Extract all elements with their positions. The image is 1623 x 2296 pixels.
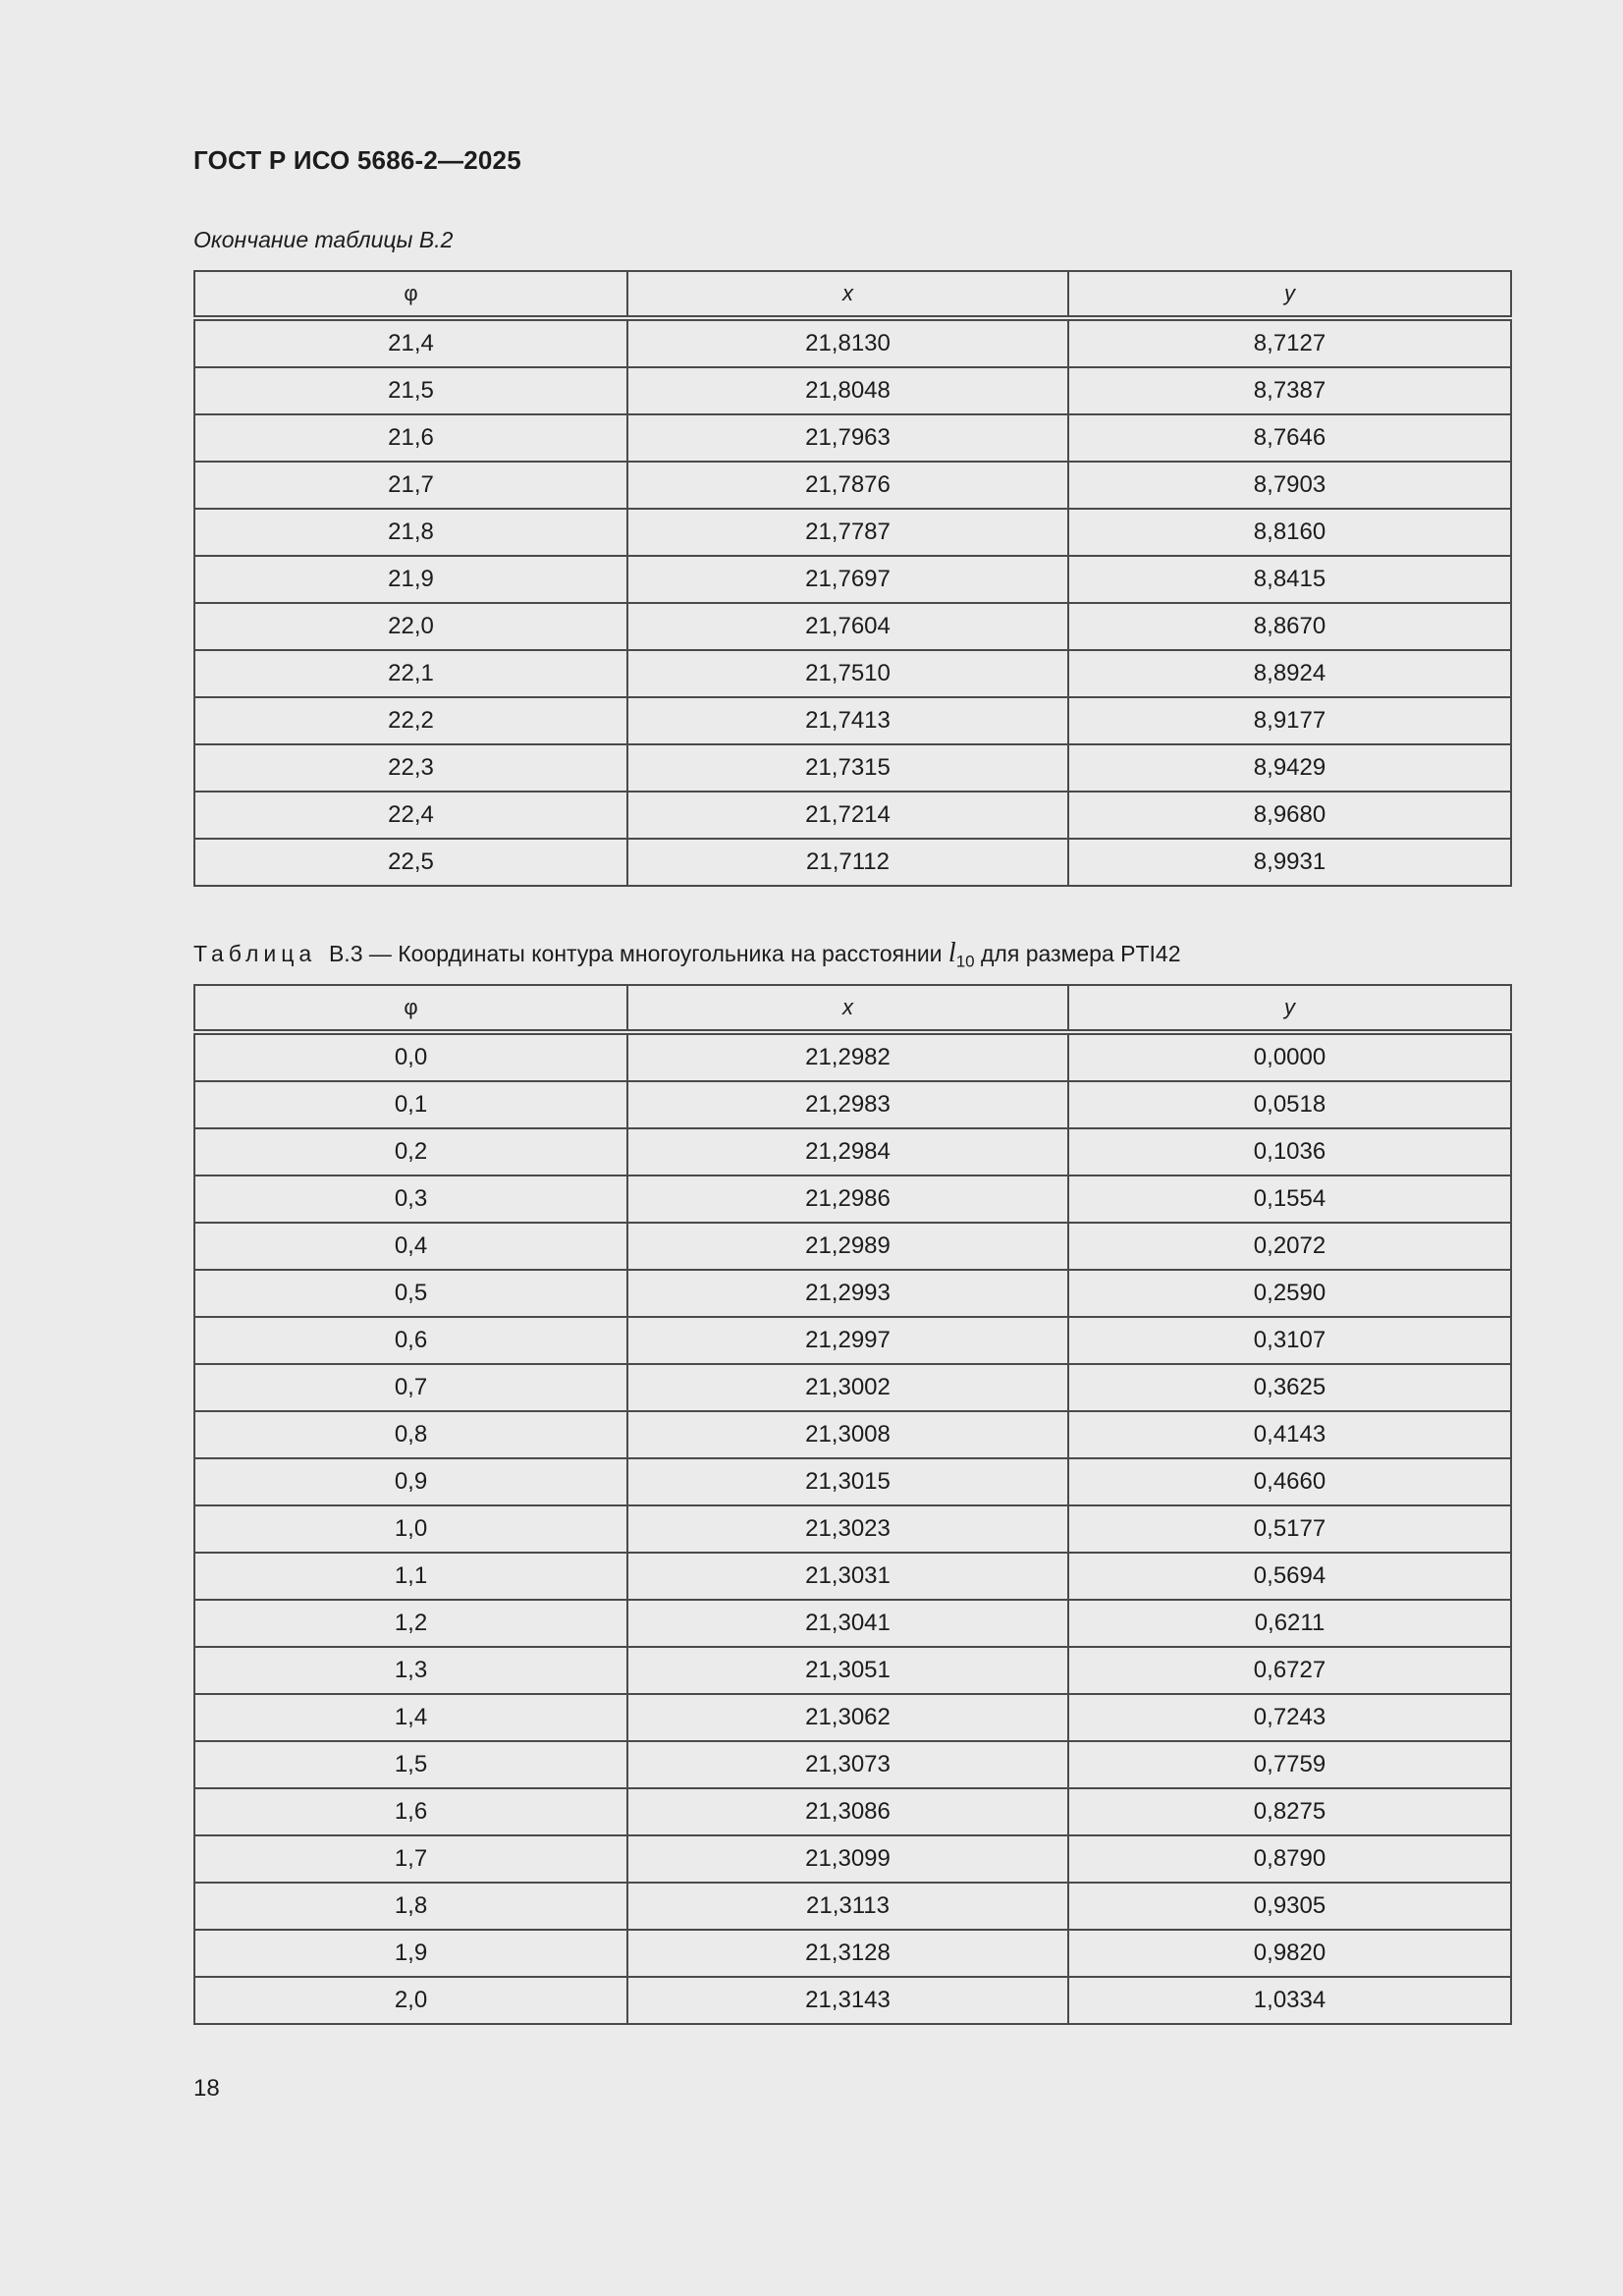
table-row [194, 1553, 1511, 1600]
cell-x: 21,3062 [627, 1694, 1068, 1741]
table-b2-continuation-caption: Окончание таблицы В.2 [193, 227, 454, 252]
cell-x: 21,3023 [627, 1505, 1068, 1553]
cell-y: 8,7646 [1068, 414, 1511, 462]
cell-phi: 2,0 [194, 1977, 627, 2024]
cell-x: 21,3128 [627, 1930, 1068, 1977]
cell-x: 21,7876 [627, 462, 1068, 509]
cell-y: 8,9931 [1068, 839, 1511, 886]
table-row [194, 509, 1511, 556]
table-row [194, 414, 1511, 462]
cell-phi: 1,8 [194, 1883, 627, 1930]
cell-y: 0,7759 [1068, 1741, 1511, 1788]
cell-y: 0,6727 [1068, 1647, 1511, 1694]
cell-x: 21,3099 [627, 1835, 1068, 1883]
cell-phi: 21,4 [194, 318, 627, 367]
cell-y: 0,2072 [1068, 1223, 1511, 1270]
cell-phi: 22,4 [194, 792, 627, 839]
cell-y: 1,0334 [1068, 1977, 1511, 2024]
table-row [194, 1647, 1511, 1694]
table-row [194, 367, 1511, 414]
cell-y: 0,9305 [1068, 1883, 1511, 1930]
cell-x: 21,8130 [627, 318, 1068, 367]
cell-phi: 21,7 [194, 462, 627, 509]
cell-y: 0,0518 [1068, 1081, 1511, 1128]
cell-phi: 0,7 [194, 1364, 627, 1411]
cell-x: 21,2989 [627, 1223, 1068, 1270]
table-header-row [194, 985, 1511, 1032]
cell-y: 0,5694 [1068, 1553, 1511, 1600]
table-row [194, 556, 1511, 603]
cell-x: 21,3073 [627, 1741, 1068, 1788]
table-row [194, 318, 1511, 367]
cell-phi: 1,7 [194, 1835, 627, 1883]
cell-y: 0,0000 [1068, 1032, 1511, 1081]
table-b3-caption [193, 938, 1181, 972]
cell-x: 21,3113 [627, 1883, 1068, 1930]
table-row [194, 1175, 1511, 1223]
cell-y: 0,9820 [1068, 1930, 1511, 1977]
cell-y: 0,1554 [1068, 1175, 1511, 1223]
table-caption-tail: для размера PTI42 [981, 941, 1181, 966]
cell-x: 21,3143 [627, 1977, 1068, 2024]
cell-x: 21,7510 [627, 650, 1068, 697]
column-header-y: y [1068, 271, 1511, 318]
cell-x: 21,8048 [627, 367, 1068, 414]
cell-y: 8,8160 [1068, 509, 1511, 556]
cell-y: 8,9177 [1068, 697, 1511, 744]
table-row [194, 1930, 1511, 1977]
page-number: 18 [193, 2075, 220, 2102]
table-row [194, 1317, 1511, 1364]
cell-phi: 1,4 [194, 1694, 627, 1741]
table-row [194, 1694, 1511, 1741]
cell-phi: 0,1 [194, 1081, 627, 1128]
cell-phi: 21,6 [194, 414, 627, 462]
cell-x: 21,7214 [627, 792, 1068, 839]
cell-phi: 1,3 [194, 1647, 627, 1694]
cell-phi: 22,3 [194, 744, 627, 792]
cell-phi: 0,5 [194, 1270, 627, 1317]
cell-x: 21,2984 [627, 1128, 1068, 1175]
cell-phi: 0,0 [194, 1032, 627, 1081]
table-header-row [194, 271, 1511, 318]
column-header-phi: φ [194, 985, 627, 1032]
cell-phi: 0,9 [194, 1458, 627, 1505]
column-header-x: x [627, 271, 1068, 318]
table-body [194, 1032, 1511, 2024]
cell-phi: 22,0 [194, 603, 627, 650]
cell-y: 0,1036 [1068, 1128, 1511, 1175]
cell-phi: 1,0 [194, 1505, 627, 1553]
cell-x: 21,3008 [627, 1411, 1068, 1458]
cell-x: 21,7604 [627, 603, 1068, 650]
table-caption-text: В.3 — Координаты контура многоугольника на расстоянии [328, 941, 943, 966]
cell-phi: 1,2 [194, 1600, 627, 1647]
column-header-phi: φ [194, 271, 627, 318]
caption-variable: l [947, 938, 956, 968]
cell-y: 0,8790 [1068, 1835, 1511, 1883]
table-row [194, 1788, 1511, 1835]
table-row [194, 1977, 1511, 2024]
cell-phi: 0,4 [194, 1223, 627, 1270]
table-row [194, 1081, 1511, 1128]
table-caption-word: Таблица [193, 941, 317, 966]
cell-phi: 22,2 [194, 697, 627, 744]
cell-x: 21,3015 [627, 1458, 1068, 1505]
table-row [194, 1364, 1511, 1411]
cell-x: 21,2982 [627, 1032, 1068, 1081]
table-row [194, 462, 1511, 509]
cell-y: 0,6211 [1068, 1600, 1511, 1647]
cell-x: 21,2993 [627, 1270, 1068, 1317]
table-row [194, 1128, 1511, 1175]
table-row [194, 697, 1511, 744]
table-row [194, 1505, 1511, 1553]
cell-x: 21,7315 [627, 744, 1068, 792]
cell-x: 21,7787 [627, 509, 1068, 556]
table-row [194, 1411, 1511, 1458]
table-row [194, 650, 1511, 697]
cell-x: 21,7112 [627, 839, 1068, 886]
table-b3 [193, 984, 1512, 2025]
cell-y: 0,4660 [1068, 1458, 1511, 1505]
cell-y: 8,7387 [1068, 367, 1511, 414]
cell-phi: 0,6 [194, 1317, 627, 1364]
cell-y: 0,8275 [1068, 1788, 1511, 1835]
cell-phi: 1,1 [194, 1553, 627, 1600]
table-row [194, 1270, 1511, 1317]
table-row [194, 792, 1511, 839]
table-row [194, 1741, 1511, 1788]
cell-phi: 1,9 [194, 1930, 627, 1977]
cell-phi: 21,8 [194, 509, 627, 556]
table-row [194, 1032, 1511, 1081]
cell-phi: 0,3 [194, 1175, 627, 1223]
cell-phi: 21,9 [194, 556, 627, 603]
cell-phi: 1,6 [194, 1788, 627, 1835]
column-header-x: x [627, 985, 1068, 1032]
table-body [194, 318, 1511, 886]
cell-y: 8,8670 [1068, 603, 1511, 650]
cell-phi: 22,5 [194, 839, 627, 886]
table-row [194, 603, 1511, 650]
cell-x: 21,7413 [627, 697, 1068, 744]
cell-y: 0,3107 [1068, 1317, 1511, 1364]
cell-phi: 1,5 [194, 1741, 627, 1788]
cell-y: 8,9680 [1068, 792, 1511, 839]
table-row [194, 1458, 1511, 1505]
table-row [194, 744, 1511, 792]
table-row [194, 1835, 1511, 1883]
table-b2-continuation [193, 270, 1512, 887]
cell-y: 8,8415 [1068, 556, 1511, 603]
table-row [194, 1223, 1511, 1270]
cell-y: 0,3625 [1068, 1364, 1511, 1411]
cell-y: 0,7243 [1068, 1694, 1511, 1741]
cell-y: 8,9429 [1068, 744, 1511, 792]
cell-y: 8,8924 [1068, 650, 1511, 697]
cell-y: 8,7127 [1068, 318, 1511, 367]
cell-phi: 21,5 [194, 367, 627, 414]
column-header-y: y [1068, 985, 1511, 1032]
cell-x: 21,2997 [627, 1317, 1068, 1364]
cell-x: 21,3002 [627, 1364, 1068, 1411]
cell-y: 8,7903 [1068, 462, 1511, 509]
cell-x: 21,2983 [627, 1081, 1068, 1128]
cell-x: 21,2986 [627, 1175, 1068, 1223]
caption-subscript: 10 [955, 952, 975, 971]
cell-phi: 0,8 [194, 1411, 627, 1458]
table-row [194, 1600, 1511, 1647]
cell-x: 21,7963 [627, 414, 1068, 462]
cell-x: 21,3051 [627, 1647, 1068, 1694]
cell-phi: 22,1 [194, 650, 627, 697]
cell-y: 0,5177 [1068, 1505, 1511, 1553]
cell-x: 21,3031 [627, 1553, 1068, 1600]
table-row [194, 839, 1511, 886]
cell-y: 0,2590 [1068, 1270, 1511, 1317]
cell-y: 0,4143 [1068, 1411, 1511, 1458]
cell-x: 21,3041 [627, 1600, 1068, 1647]
table-row [194, 1883, 1511, 1930]
cell-phi: 0,2 [194, 1128, 627, 1175]
document-header: ГОСТ Р ИСО 5686-2—2025 [193, 145, 521, 175]
cell-x: 21,3086 [627, 1788, 1068, 1835]
cell-x: 21,7697 [627, 556, 1068, 603]
